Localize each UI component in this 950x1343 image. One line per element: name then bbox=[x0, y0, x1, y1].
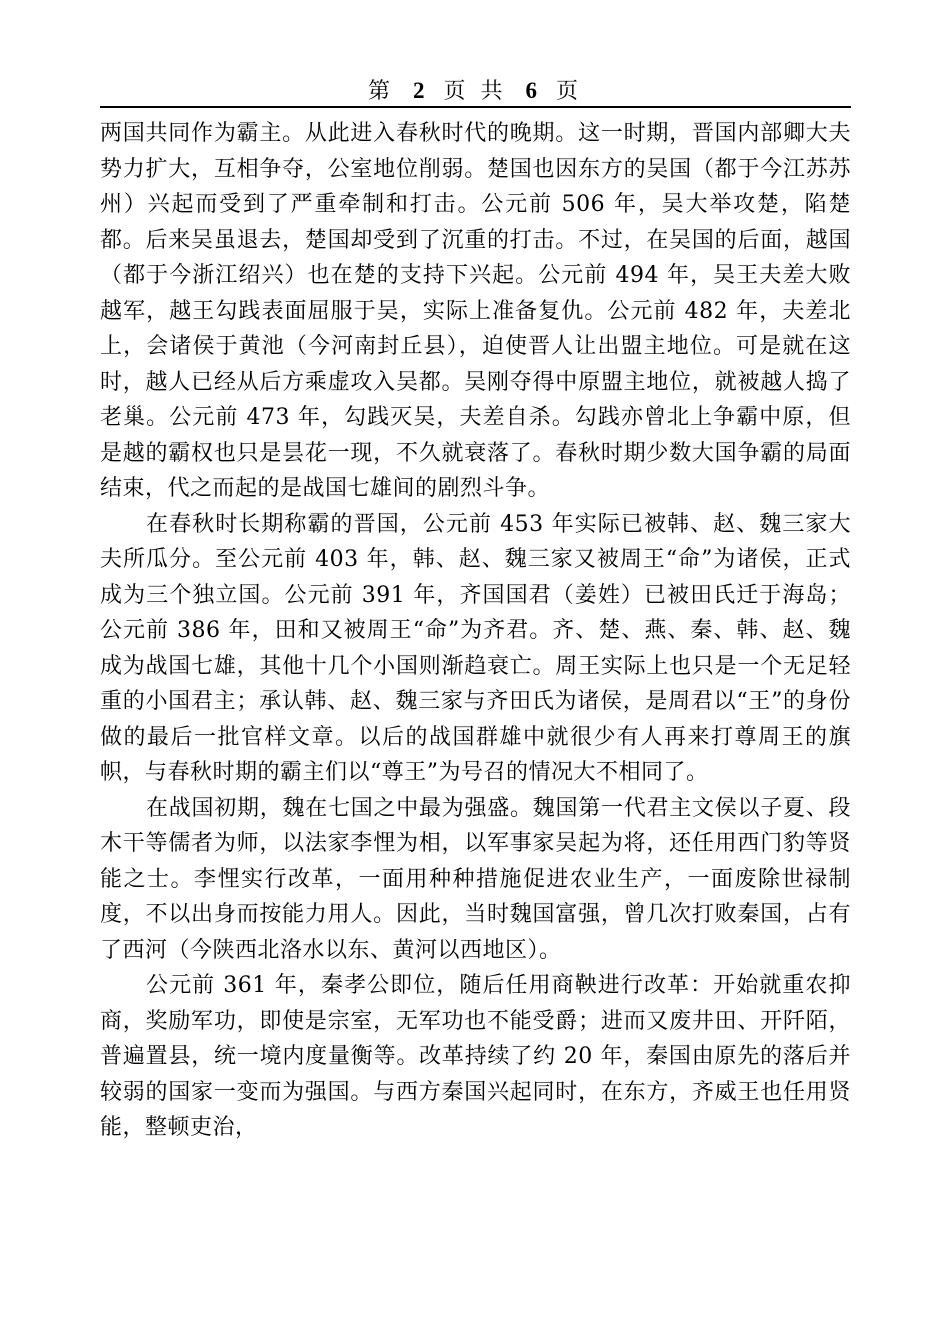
header-middle: 页 共 bbox=[443, 79, 507, 104]
paragraph-continued: 两国共同作为霸主。从此进入春秋时代的晚期。这一时期，晋国内部卿大夫势力扩大，互相争夺，公室地位削弱。楚国也因东方的吴国（都于今江苏苏州）兴起而受到了严重牵制和打击。公元前 506 年，吴大举攻楚，陷楚都。后来吴虽退去，楚国却受到了沉重的打击。不过，在吴国的后面，越国（都于今浙江绍兴）也在楚的支持下兴起。公元前 494 年，吴王夫差大败越军，越王勾践表面屈服于吴，实际上准备复仇。公元前 482 年，夫差北上，会诸侯于黄池（今河南封丘县），迫使晋人让出盟主地位。可是就在这时，越人已经从后方乘虚攻入吴都。吴刚夺得中原盟主地位，就被越人捣了老巢。公元前 473 年，勾践灭吴，夫差自杀。勾践亦曾北上争霸中原，但是越的霸权也只是昙花一现，不久就衰落了。春秋时期少数大国争霸的局面结束，代之而起的是战国七雄间的剧烈斗争。 bbox=[100, 121, 851, 501]
header-suffix: 页 bbox=[556, 79, 583, 104]
total-page-count: 6 bbox=[525, 78, 537, 103]
page-header bbox=[100, 76, 850, 106]
paragraph: 在春秋时长期称霸的晋国，公元前 453 年实际已被韩、赵、魏三家大夫所瓜分。至公元前 403 年，韩、赵、魏三家又被周王“命”为诸侯，正式成为三个独立国。公元前 391 年，齐国国君（姜姓）已被田氏迁于海岛；公元前 386 年，田和又被周王“命”为齐君。齐、楚、燕、秦、韩、赵、魏成为战国七雄，其他十几个小国则渐趋衰亡。周王实际上也只是一个无足轻重的小国君主；承认韩、赵、魏三家与齐田氏为诸侯，是周君以“王”的身份做的最后一批官样文章。以后的战国群雄中就很少有人再来打尊周王的旗帜，与春秋时期的霸主们以“尊王”为号召的情况大不相同了。 bbox=[100, 511, 851, 785]
paragraph: 在战国初期，魏在七国之中最为强盛。魏国第一代君主文侯以子夏、段木干等儒者为师，以法家李悝为相，以军事家吴起为将，还任用西门豹等贤能之士。李悝实行改革，一面用种种措施促进农业生产，一面废除世禄制度，不以出身而按能力用人。因此，当时魏国富强，曾几次打败秦国，占有了西河（今陕西北洛水以东、黄河以西地区）。 bbox=[100, 795, 851, 963]
current-page-number: 2 bbox=[413, 78, 425, 103]
paragraph: 公元前 361 年，秦孝公即位，随后任用商鞅进行改革：开始就重农抑商，奖励军功，即使是宗室，无军功也不能受爵；进而又废井田、开阡陌，普遍置县，统一境内度量衡等。改革持续了约 20 年，秦国由原先的落后并较弱的国家一变而为强国。与西方秦国兴起同时，在东方，齐威王也任用贤能，整顿吏治， bbox=[100, 973, 851, 1140]
body-text bbox=[100, 116, 851, 1146]
header-prefix: 第 bbox=[367, 79, 394, 104]
header-divider bbox=[100, 106, 851, 108]
